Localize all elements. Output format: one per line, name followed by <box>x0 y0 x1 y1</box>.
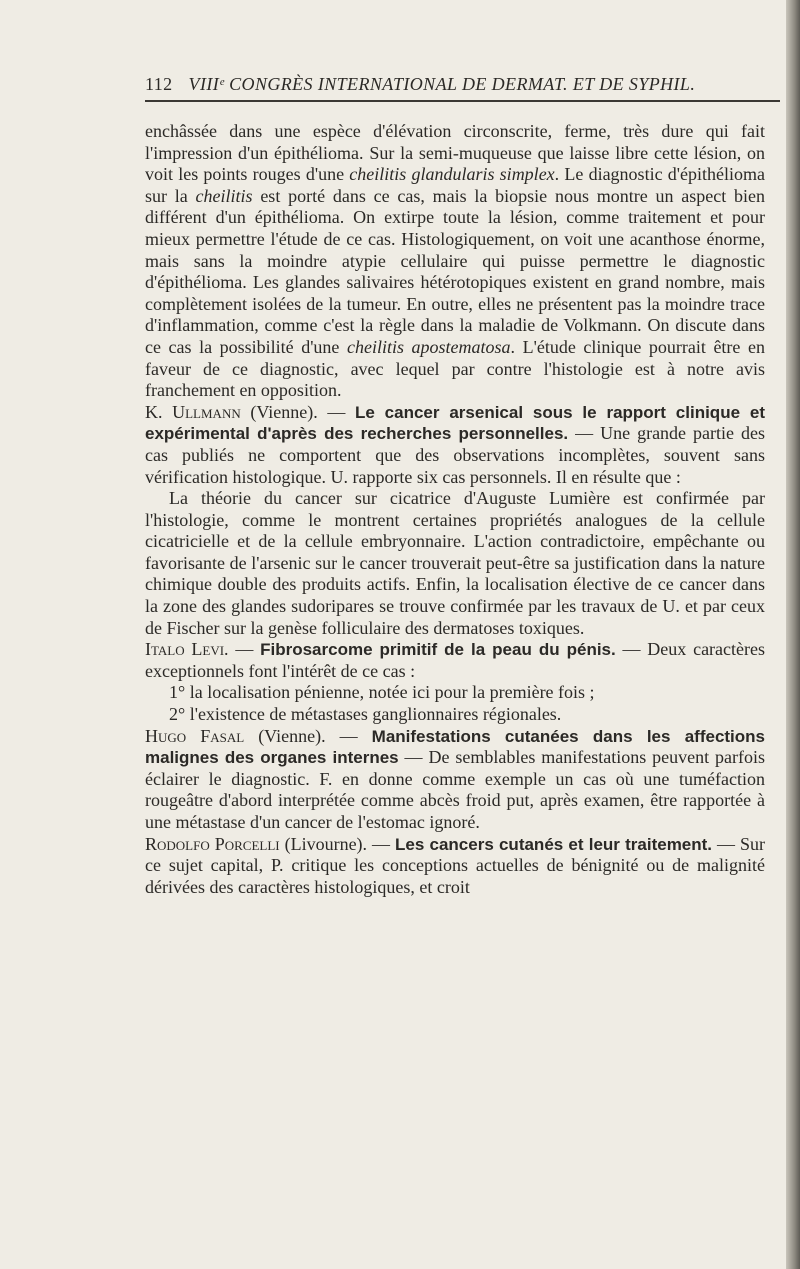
separator: . — <box>224 639 261 660</box>
continued-paragraph <box>145 121 765 402</box>
author-name: Italo Levi <box>145 639 225 660</box>
paragraph: La théorie du cancer sur cicatrice d'Auguste Lumière est confirmée par l'histologie, comme le montrent certaines propriétés analogues de la cellule cicatricielle et de la cellule embryonnaire. L'action contradictoire, empêchante ou favorisante de l'arsenic sur le cancer trouverait peut-être sa justification dans la nature chimique double des produits actifs. Enfin, la localisation élective de ce cancer dans la zone des glandes sudoripares se trouve confirmée par les travaux de U. et par ceux de Fischer sur la genèse folliculaire des dermatoses toxiques. <box>145 488 765 638</box>
abstract-title: Le cancer arsenical sous le rapport clinique et expérimental d'après des recherches personnelles. <box>145 402 765 444</box>
running-title: VIIIᵉ CONGRÈS INTERNATIONAL DE DERMAT. ET DE SYPHIL. <box>188 74 696 94</box>
list-item: 1° la localisation pénienne, notée ici pour la première fois ; <box>169 682 595 703</box>
abstract-title: Fibrosarcome primitif de la peau du pénis. <box>260 640 616 660</box>
author-place: (Livourne). — <box>279 833 396 854</box>
author-name: K. Ullmann <box>145 401 241 422</box>
abstract-text: — Deux caractères exceptionnels font l'intérêt de ce cas : <box>145 639 766 681</box>
abstract-ullmann <box>145 402 765 488</box>
page-edge-shadow <box>786 0 800 1269</box>
italic-term: cheilitis apostematosa <box>346 336 511 357</box>
italic-term: cheilitis <box>195 185 253 206</box>
running-header <box>145 74 775 95</box>
body-text <box>145 121 765 898</box>
abstract-title: Les cancers cutanés et leur traitement. <box>395 834 713 854</box>
text-run: est porté dans ce cas, mais la biopsie nous montre un aspect bien différent d'un épithélioma. On extirpe toute la lésion, comme traitement et pour mieux permettre l'étude de ce cas. Histologiquement, on voit une acanthose énorme, mais sans la moindre atypie cellulaire qui puisse permettre le diagnostic d'épithélioma. Les glandes salivaires hétérotopiques existent en grand nombre, mais complètement isolées de la tumeur. En outre, elles ne présentent pas la moindre trace d'inflammation, comme c'est la règle dans la maladie de Volkmann. On discute dans ce cas la possibilité d'une <box>145 185 765 357</box>
abstract-fasal <box>145 726 765 834</box>
abstract-title: Manifestations cutanées dans les affections malignes des organes internes <box>145 726 766 768</box>
header-rule <box>145 100 780 102</box>
abstract-text: — Sur ce sujet capital, P. critique les conceptions actuelles de bénignité ou de malignité dérivées des caractères histologiques, et croit <box>145 833 766 897</box>
author-place: (Vienne). — <box>240 401 355 422</box>
author-name: Hugo Fasal <box>145 725 245 746</box>
italic-term: cheilitis glandularis simplex <box>349 164 555 185</box>
author-name: Rodolfo Porcelli <box>145 833 280 854</box>
text-run: . Le diagnostic d'épithélioma sur la <box>145 164 765 206</box>
abstract-text: — Une grande partie des cas publiés ne comportent que des observations incomplètes, souvent sans vérification histologique. U. rapporte six cas personnels. Il en résulte que : <box>145 423 765 487</box>
text-run: . L'étude clinique pourrait être en faveur de ce diagnostic, avec lequel par contre l'histologie est à notre avis franchement en opposition. <box>145 336 765 401</box>
abstract-text: — De semblables manifestations peuvent parfois éclairer le diagnostic. F. en donne comme exemple un cas où une tuméfaction rougeâtre d'abord interprétée comme abcès froid put, après examen, être rapportée à une métastase d'un cancer de l'estomac ignoré. <box>145 747 765 832</box>
abstract-porcelli <box>145 834 765 899</box>
list-item: 2° l'existence de métastases ganglionnaires régionales. <box>169 704 562 725</box>
page-number: 112 <box>145 74 173 94</box>
text-run: enchâssée dans une espèce d'élévation circonscrite, ferme, très dure qui fait l'impression d'un épithélioma. Sur la semi-muqueuse que laisse libre cette lésion, on voit les points rouges d'une <box>145 121 765 185</box>
abstract-levi <box>145 639 765 682</box>
author-place: (Vienne). — <box>244 725 372 746</box>
